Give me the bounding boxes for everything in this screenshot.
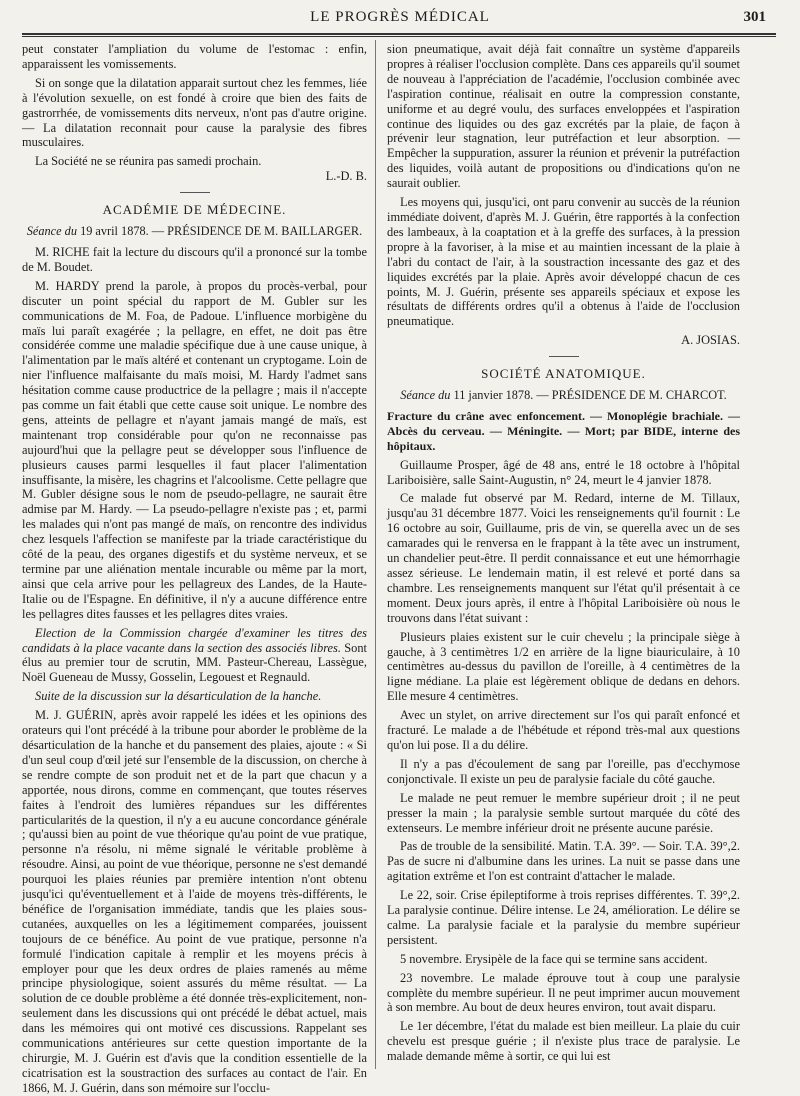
column-divider [375, 40, 376, 1069]
author-signature: A. JOSIAS. [681, 333, 740, 348]
election-text: Sont élus au premier tour de scrutin, MM. Pasteur-Chereau, Lassègue, Noël Gueneau de Mussy, Gosselin, Legouest et Regnauld. [22, 640, 367, 685]
case-paragraph: 23 novembre. Le malade éprouve tout à coup une paralysie complète du membre supérieur. Il ne peut imprimer aucun mouvement à son membre. Au bout de deux heures environ, tout avait disparu. [387, 970, 740, 1015]
discussion-heading [22, 689, 367, 704]
intro-paragraph: Si on songe que la dilatation apparait surtout chez les femmes, liée à l'évolution sexuelle, on est fondé à croire que bien des faits de gastrorrhée, de vomissements dits nerveux, n'ont pas d'autre origine. — La dilatation reconnait pour cause la paralysie des fibres musculaires. [22, 75, 367, 150]
seance-detail: 11 janvier 1878. — PRÉSIDENCE DE M. CHARCOT. [453, 388, 727, 403]
section-title-societe: SOCIÉTÉ ANATOMIQUE. [481, 366, 646, 382]
paragraph: sion pneumatique, avait déjà fait connaître un système d'appareils propres à réaliser l'occlusion complète. Dans ces appareils qu'il soumet de nouveau à l'appréciation de l'académie, l'occlusion combinée avec l'aspiration continue, réalisait en outre la compression constante, uniforme et au degré voulu, des surfaces enveloppées et l'aspiration continue des liquides ou des gaz excrétés par la plaie, de façon à prévenir leur stagnation, leur putréfaction et leur absorption. — Empêcher la suppuration, assurer la réunion et prévenir la putréfaction des liquides, voilà autant de propositions ou d'indications qu'on ne saurait oublier. [387, 42, 740, 191]
journal-title: LE PROGRÈS MÉDICAL [310, 9, 490, 25]
discussion-paragraph: M. J. GUÉRIN, après avoir rappelé les idées et les opinions des orateurs qui l'ont précédé à la tribune pour aborder le problème de la désarticulation de la hanche et du pansement des plaies, ajoute : « Si d'un seul coup d'œil jeté sur l'ensemble de la discussion, on cherche à se rendre compte de son produit net et de la part que chacun y a apportée, nous dirons, comme en commençant, que toutes réserves faites à l'endroit des lumières répandues sur les différentes particularités de la question, il n'y a eu aucune concordance générale ; qu'aussi bien au point de vue théorique qu'au point de vue pratique, personne n'a résolu, ni même signalé le véritable problème à résoudre. Ainsi, au point de vue théorique, personne ne s'est demandé pourquoi les plaies réunies par première intention n'ont obtenu jusqu'ici qu'éventuellement et à l'aide de moyens très-différents, le bénéfice de l'organisation immédiate, tandis que les plaies sous-cutanées, auxquelles on les a légitimement comparées, jouissent toujours de ce bénéfice. Au point de vue pratique, personne n'a formulé l'indication capitale à remplir et les moyens précis à employer pour que les deux ordres de plaies ramenés au même principe physiologique, soient assurés du même résultat. — La solution de ce double problème a été donnée très-explicitement, non-seulement dans les discussions qui ont précédé le débat actuel, mais dans les mémoires qui ont motivé ces discussions. Rappelant ses communications antérieures sur cette question importante de la chirurgie, M. J. Guérin est d'avis que la condition essentielle de la cicatrisation est la soustraction des surfaces au contact de l'air. En 1866, M. J. Guérin, dans son mémoire sur l'occlu- [22, 708, 367, 1095]
closing-note [22, 154, 367, 184]
case-heading: Fracture du crâne avec enfoncement. — Monoplégie brachiale. — Abcès du cerveau. — Méningite. — Mort; par BIDE, interne des hôpitaux. [387, 408, 740, 453]
seance-line [387, 388, 740, 403]
page-header [0, 4, 800, 32]
discussion-title: Suite de la discussion sur la désarticulation de la hanche. [35, 689, 322, 704]
paragraph: M. RICHE fait la lecture du discours qu'il a prononcé sur la tombe de M. Boudet. [22, 244, 367, 274]
case-paragraph: Pas de trouble de la sensibilité. Matin. T.A. 39°. — Soir. T.A. 39°,2. Pas de sucre ni d'albumine dans les urines. La nuit se passe dans une agitation extrême et l'on est contraint d'attacher le malade. [387, 839, 740, 884]
intro-paragraph: peut constater l'ampliation du volume de l'estomac : enfin, apparaissent les vomissements. [22, 42, 367, 71]
seance-label: Séance du [26, 224, 77, 239]
case-paragraph: Le 22, soir. Crise épileptiforme à trois reprises différentes. T. 39°,2. La paralysie continue. Délire intense. Le 24, amélioration. Le délire se calme. La paralysie faciale et la paralysie du membre supérieur persistent. [387, 888, 740, 947]
seance-line [22, 224, 367, 239]
election-paragraph [22, 626, 367, 686]
case-paragraph: Avec un stylet, on arrive directement sur l'os qui paraît enfoncé et fracturé. Le malade a de l'hébétude et répond très-mal aux questions qu'on lui pose. Il a du délire. [387, 708, 740, 752]
separator [180, 192, 210, 193]
header-rule [22, 33, 776, 37]
case-paragraph: Le malade ne peut remuer le membre supérieur droit ; il ne peut presser la main ; la paralysie semble surtout marquée du côté des extenseurs. Le membre inférieur droit ne présente aucune parésie. [387, 790, 740, 835]
election-title: Election de la Commission chargée d'examiner les titres des candidats à la place vacante dans la section des associés libres. [22, 625, 367, 655]
paragraph: Les moyens qui, jusqu'ici, ont paru convenir au succès de la réunion immédiate doivent, d'après M. J. Guérin, être rapportés à la confection des lambeaux, à la coaptation et à la greffe des surfaces, à la pression propre à la favoriser, à la mise et au maintien incessant de la plaie à l'abri du contact de l'air, à la soustraction incessante des gaz et des liquides excrétés par la plaie. Après avoir développé chacun de ces points, M. J. Guérin, présente ses appareils spéciaux et expose les résultats de différents ordres qu'il a obtenus à l'aide de l'occlusion pneumatique. [387, 195, 740, 329]
paragraph: M. HARDY prend la parole, à propos du procès-verbal, pour discuter un point spécial du rapport de M. Gubler sur les communications de M. Foa, de Padoue. L'influence morbigène du maïs lui paraît exagérée ; la pellagre, en effet, ne doit pas être considérée comme une maladie spécifique due à une cause unique, à l'alimentation par le maïs altéré et contenant un cryptogame. Loin de nier l'influence malfaisante du maïs moisi, M. Hardy l'admet sans hésitation comme cause productrice de la pellagre ; mais il n'accepte pas comme un fait établi que cette cause soit unique. Le nombre des gens, atteints de pellagre et n'ayant jamais mangé de maïs, est maintenant trop considérable pour qu'on ne reconnaisse pas aujourd'hui que la pellagre peut se développer sous l'influence de plusieurs causes parmi lesquelles il faut placer l'alimentation insuffisante, la misère, les chagrins et l'alcoolisme. Cette pellagre que M. Gubler désigne sous le nom de pseudo-pellagre, ne saurait être admise par M. Hardy. — La pseudo-pellagre n'existe pas ; et, parmi les malades qui n'ont pas mangé de maïs, on rencontre des individus chez lesquels l'affection se manifeste par la triade caractéristique du côté de la peau, des organes digestifs et du système nerveux, et se termine par une aliénation mentale incurable ou même par la mort, ainsi que cela arrive pour les pellagreux des Landes, de la Haute-Italie ou de l'Espagne. En définitive, il n'y a aucune différence entre les pellagres dites fausses et les pellagres dites vraies. [22, 278, 367, 621]
right-column [387, 42, 740, 1069]
separator [549, 356, 579, 357]
section-title-academie: ACADÉMIE DE MÉDECINE. [102, 202, 287, 218]
case-paragraph: Plusieurs plaies existent sur le cuir chevelu ; la principale siège à gauche, à 3 centimètres 1/2 en arrière de la ligne biauriculaire, à 10 centimètres au-dessus du pavillon de l'oreille, à 4 centimètres de la ligne médiane. La plaie est légèrement oblique de dedans en dehors. Elle mesure 4 centimètres. [387, 629, 740, 704]
case-paragraph: Il n'y a pas d'écoulement de sang par l'oreille, pas d'ecchymose conjonctivale. Il existe un peu de paralysie faciale du côté gauche. [387, 756, 740, 786]
page-number: 301 [743, 9, 766, 25]
case-paragraph: Guillaume Prosper, âgé de 48 ans, entré le 18 octobre à l'hôpital Lariboisière, salle Saint-Augustin, n° 24, meurt le 4 janvier 1878. [387, 457, 740, 487]
closing-note-text: La Société ne se réunira pas samedi prochain. [35, 154, 262, 169]
case-paragraph: Le 1er décembre, l'état du malade est bien meilleur. La plaie du cuir chevelu est presque guérie ; il n'existe plus trace de paralysie. Le malade demande même à sortir, ce qui lui est [387, 1019, 740, 1064]
closing-signature: L.-D. B. [325, 169, 367, 184]
case-paragraph: 5 novembre. Erysipèle de la face qui se termine sans accident. [400, 951, 708, 966]
case-paragraph: Ce malade fut observé par M. Redard, interne de M. Tillaux, jusqu'au 31 décembre 1877. Voici les renseignements qu'il fournit : Le 16 octobre au soir, Guillaume, pris de vin, se querella avec un de ses camarades qui le renversa en le frappant à la tête avec un instrument, un chandelier peut-être. Il perdit connaissance et eut une hémorrhagie assez sérieuse. Le lendemain matin, il est relevé et porté dans sa chambre. Les renseignements manquent sur l'état qu'il présentait à ce moment. Deux jours après, il entre à l'hôpital Lariboisière où nous le trouvons dans l'état suivant : [387, 491, 740, 625]
seance-label: Séance du [400, 388, 451, 403]
left-column [22, 42, 367, 1095]
seance-detail: 19 avril 1878. — PRÉSIDENCE DE M. BAILLARGER. [80, 224, 363, 239]
